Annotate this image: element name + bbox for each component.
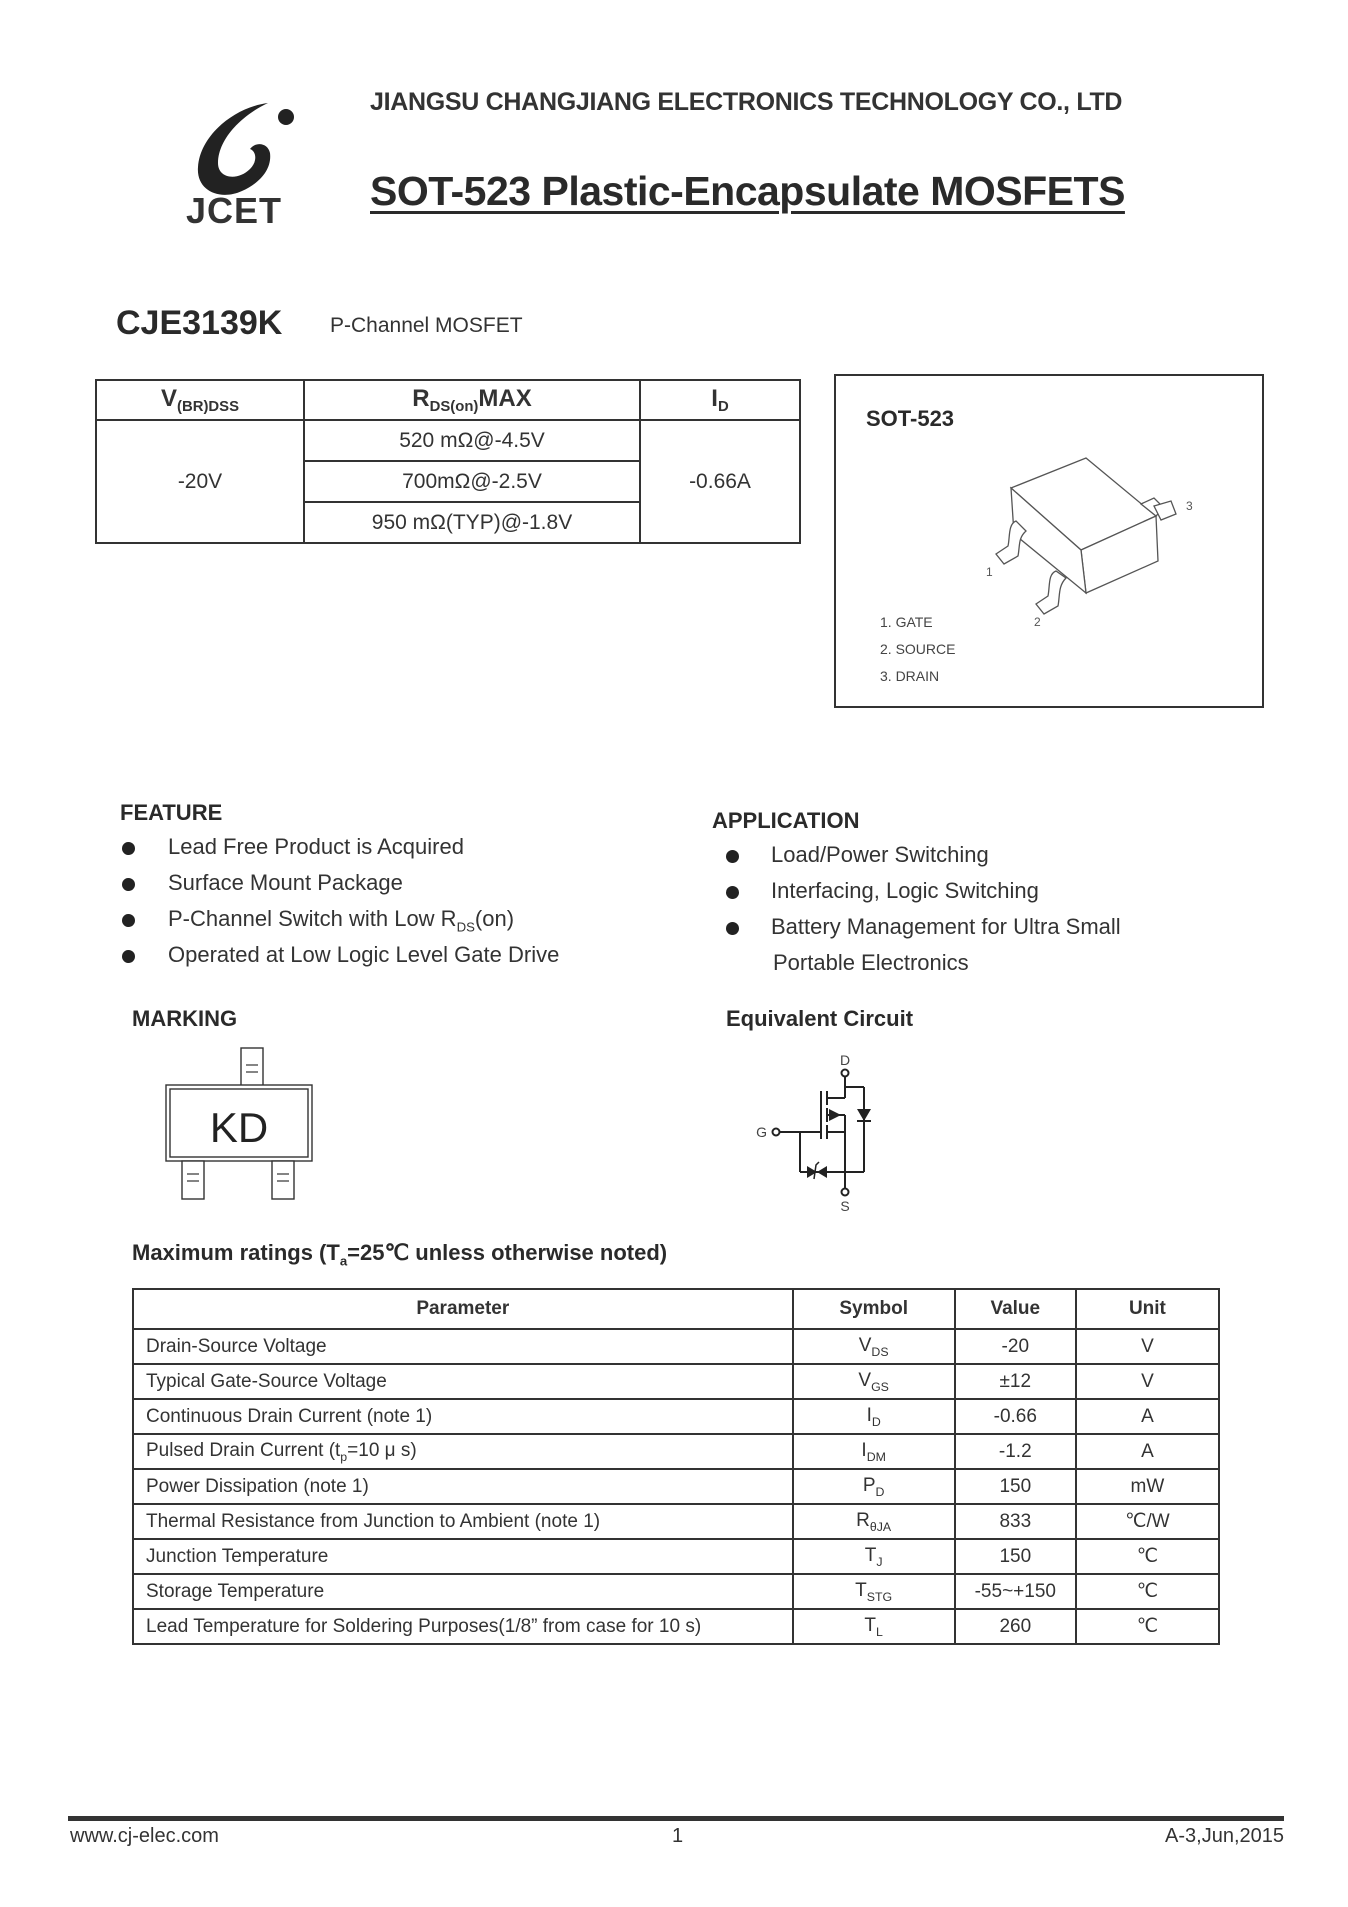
unit-cell: ℃ xyxy=(1076,1539,1219,1574)
pin-label-gate: 1. GATE xyxy=(880,614,933,630)
application-item-continuation: Portable Electronics xyxy=(773,950,969,975)
summary-row xyxy=(96,420,800,461)
symbol-cell: $T_{STG}$ xyxy=(793,1574,955,1609)
footer-revision: A-3,Jun,2015 xyxy=(1165,1825,1284,1847)
unit-cell: ℃ xyxy=(1076,1609,1219,1644)
unit-cell: ℃ xyxy=(1076,1574,1219,1609)
equivalent-circuit-diagram xyxy=(745,1045,885,1215)
unit-cell: A xyxy=(1076,1399,1219,1434)
table-row xyxy=(133,1399,1219,1434)
symbol-cell: $T_L$ xyxy=(793,1609,955,1644)
value-cell: -55~+150 xyxy=(955,1574,1076,1609)
ratings-heading: Maximum ratings ($T_a=25℃$ unless otherwise noted) xyxy=(132,1240,668,1269)
footer-page-number: 1 xyxy=(672,1825,684,1847)
id-value: -0.66A xyxy=(640,420,800,543)
feature-heading: FEATURE xyxy=(120,800,223,825)
header-rds: $R_{DS(on)}MAX$ xyxy=(304,380,640,420)
circuit-label-drain: D xyxy=(839,1052,851,1068)
bullet-icon xyxy=(122,950,135,963)
symbol-cell: $V_{DS}$ xyxy=(793,1329,955,1364)
table-row xyxy=(133,1329,1219,1364)
column-header-value: Value xyxy=(955,1289,1076,1329)
parameter-cell: Typical Gate-Source Voltage xyxy=(133,1364,793,1399)
column-header-parameter: Parameter xyxy=(133,1289,793,1329)
pin-number-2: 2 xyxy=(1034,615,1041,626)
value-cell: 833 xyxy=(955,1504,1076,1539)
unit-cell: A xyxy=(1076,1434,1219,1469)
part-type: P-Channel MOSFET xyxy=(330,314,523,337)
circuit-label-gate: G xyxy=(756,1124,767,1140)
parameter-cell: Lead Temperature for Soldering Purposes(1/8” from case for 10 s) xyxy=(133,1609,793,1644)
parameter-cell: Power Dissipation (note 1) xyxy=(133,1469,793,1504)
logo-text: JCET xyxy=(186,190,283,231)
unit-cell: mW xyxy=(1076,1469,1219,1504)
symbol-cell: $P_D$ xyxy=(793,1469,955,1504)
bullet-icon xyxy=(122,878,135,891)
value-cell: -20 xyxy=(955,1329,1076,1364)
symbol-cell: $I_{DM}$ xyxy=(793,1434,955,1469)
ratings-table xyxy=(132,1288,1220,1645)
symbol-cell: $V_{GS}$ xyxy=(793,1364,955,1399)
header-id: $I_D$ xyxy=(640,380,800,420)
value-cell: 260 xyxy=(955,1609,1076,1644)
bullet-icon xyxy=(726,886,739,899)
marking-code: KD xyxy=(209,1104,269,1151)
table-row xyxy=(133,1504,1219,1539)
parameter-cell: Thermal Resistance from Junction to Ambient (note 1) xyxy=(133,1504,793,1539)
footer-website[interactable]: www.cj-elec.com xyxy=(70,1825,219,1847)
marking-package-drawing xyxy=(160,1044,340,1214)
table-row xyxy=(133,1434,1219,1469)
feature-item: Operated at Low Logic Level Gate Drive xyxy=(168,942,560,967)
feature-item: Lead Free Product is Acquired xyxy=(168,834,464,859)
vbr-value: -20V xyxy=(96,420,304,543)
rds-value: 700mΩ@-2.5V xyxy=(304,461,640,502)
feature-item: Surface Mount Package xyxy=(168,870,403,895)
pin-label-source: 2. SOURCE xyxy=(880,641,956,657)
parameter-cell: Continuous Drain Current (note 1) xyxy=(133,1399,793,1434)
application-item: Interfacing, Logic Switching xyxy=(771,878,1039,903)
parameter-cell: Storage Temperature xyxy=(133,1574,793,1609)
table-row xyxy=(133,1609,1219,1644)
package-box xyxy=(834,374,1264,708)
sot523-package-drawing xyxy=(986,446,1226,626)
unit-cell: V xyxy=(1076,1329,1219,1364)
bullet-icon xyxy=(122,914,135,927)
bullet-icon xyxy=(122,842,135,855)
value-cell: 150 xyxy=(955,1539,1076,1574)
summary-header-row xyxy=(96,380,800,420)
header-vbr: $V_{(BR)DSS}$ xyxy=(96,380,304,420)
marking-heading: MARKING xyxy=(132,1006,238,1031)
unit-cell: ℃/W xyxy=(1076,1504,1219,1539)
column-header-unit: Unit xyxy=(1076,1289,1219,1329)
symbol-cell: $I_D$ xyxy=(793,1399,955,1434)
feature-item: P-Channel Switch with Low $R_{DS}(on)$ xyxy=(168,906,515,935)
pin-number-3: 3 xyxy=(1186,499,1193,513)
rds-value: 520 mΩ@-4.5V xyxy=(304,420,640,461)
footer-divider xyxy=(68,1816,1284,1821)
symbol-cell: $R_{\theta JA}$ xyxy=(793,1504,955,1539)
parameter-cell: Pulsed Drain Current ($t_p=10$ μ s) xyxy=(133,1434,793,1469)
part-number: CJE3139K xyxy=(116,304,283,342)
summary-table xyxy=(95,379,801,544)
unit-cell: V xyxy=(1076,1364,1219,1399)
value-cell: -0.66 xyxy=(955,1399,1076,1434)
table-row xyxy=(133,1574,1219,1609)
rds-value: 950 mΩ(TYP)@-1.8V xyxy=(304,502,640,543)
bullet-icon xyxy=(726,922,739,935)
parameter-cell: Drain-Source Voltage xyxy=(133,1329,793,1364)
value-cell: 150 xyxy=(955,1469,1076,1504)
symbol-cell: $T_J$ xyxy=(793,1539,955,1574)
application-item: Battery Management for Ultra Small xyxy=(771,914,1121,939)
circuit-heading: Equivalent Circuit xyxy=(726,1006,914,1031)
package-title: SOT-523 xyxy=(866,406,955,431)
application-item: Load/Power Switching xyxy=(771,842,989,867)
column-header-symbol: Symbol xyxy=(793,1289,955,1329)
table-row xyxy=(133,1364,1219,1399)
circuit-label-source: S xyxy=(840,1198,850,1214)
value-cell: -1.2 xyxy=(955,1434,1076,1469)
document-title: SOT-523 Plastic-Encapsulate MOSFETS xyxy=(370,168,1125,214)
bullet-icon xyxy=(726,850,739,863)
table-row xyxy=(133,1469,1219,1504)
company-name: JIANGSU CHANGJIANG ELECTRONICS TECHNOLOGY CO., LTD xyxy=(370,88,1123,116)
parameter-cell: Junction Temperature xyxy=(133,1539,793,1574)
pin-number-1: 1 xyxy=(986,565,993,579)
value-cell: ±12 xyxy=(955,1364,1076,1399)
table-row xyxy=(133,1539,1219,1574)
application-heading: APPLICATION xyxy=(712,808,860,833)
pin-label-drain: 3. DRAIN xyxy=(880,668,940,684)
ratings-header-row xyxy=(133,1289,1219,1329)
